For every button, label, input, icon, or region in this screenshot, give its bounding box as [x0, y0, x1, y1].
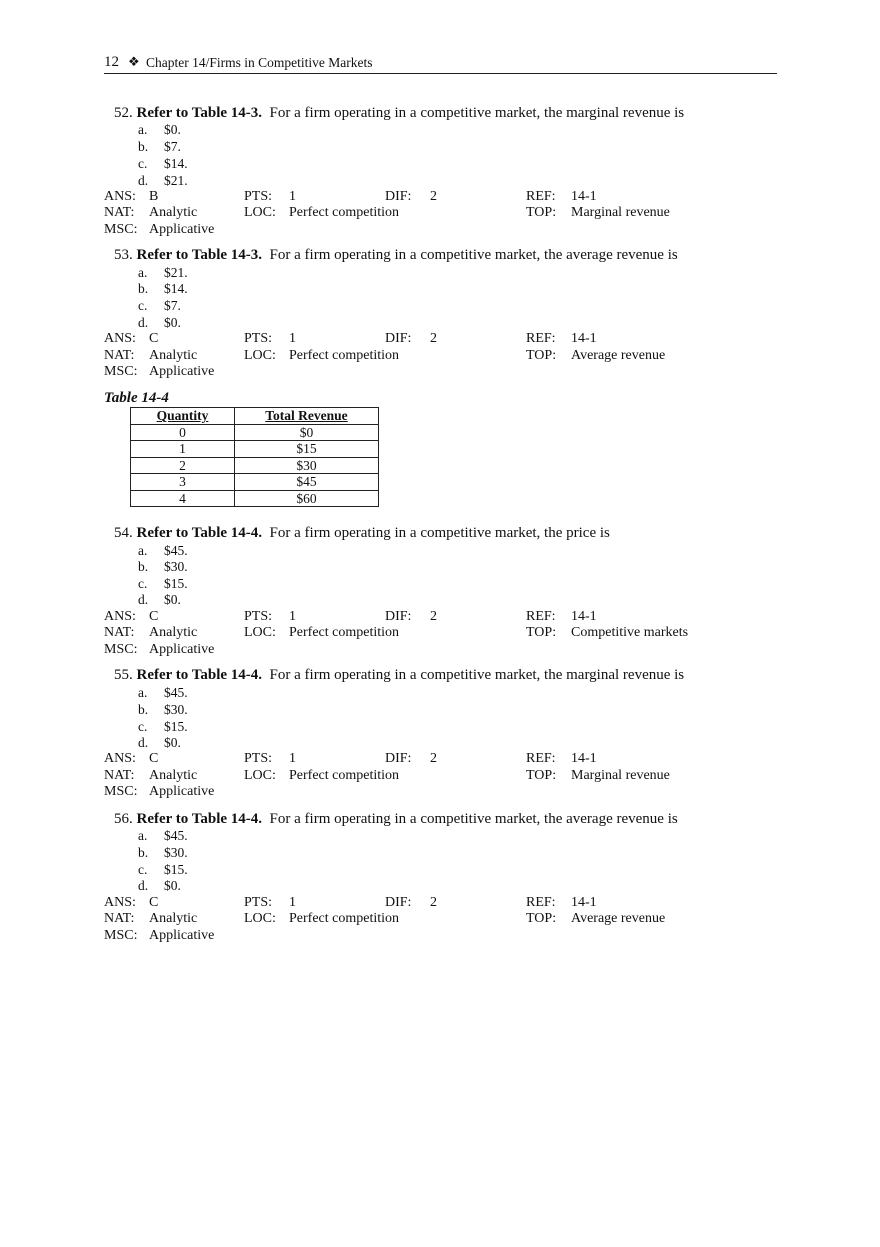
ref-value: 14-1 — [571, 895, 597, 910]
nat-label: NAT: — [104, 911, 135, 926]
question-table-ref: Refer to Table 14-4. — [136, 667, 263, 683]
answer-option — [138, 298, 181, 314]
option-letter: c. — [138, 156, 148, 171]
option-letter: c. — [138, 719, 148, 734]
loc-value: Perfect competition — [289, 768, 400, 783]
nat-label: NAT: — [104, 348, 135, 363]
quantity-cell: 2 — [131, 457, 235, 474]
ans-label: ANS: — [104, 895, 136, 910]
option-letter: a. — [138, 265, 148, 280]
table-row — [131, 457, 379, 474]
msc-label: MSC: — [104, 784, 138, 799]
pts-label: PTS: — [244, 189, 273, 204]
nat-label: NAT: — [104, 768, 135, 783]
ans-value: C — [149, 895, 159, 910]
column-header-quantity: Quantity — [131, 408, 235, 425]
question-text: For a firm operating in a competitive market, the price is — [269, 525, 610, 541]
table-row — [131, 474, 379, 491]
answer-option — [138, 878, 181, 894]
pts-label: PTS: — [244, 751, 273, 766]
msc-label: MSC: — [104, 642, 138, 657]
answer-option — [138, 559, 188, 575]
diamond-separator-icon: ❖ — [128, 54, 140, 69]
question-number: 54. — [114, 525, 133, 541]
total-revenue-cell: $15 — [235, 441, 379, 458]
question-stem — [114, 247, 678, 264]
msc-label: MSC: — [104, 364, 138, 379]
ans-label: ANS: — [104, 331, 136, 346]
msc-value: Applicative — [149, 928, 215, 943]
question-text: For a firm operating in a competitive market, the marginal revenue is — [269, 105, 685, 121]
dif-label: DIF: — [385, 609, 412, 624]
answer-option — [138, 173, 188, 189]
option-letter: b. — [138, 702, 149, 717]
total-revenue-cell: $30 — [235, 457, 379, 474]
pts-value: 1 — [289, 331, 296, 346]
option-text: $45. — [164, 685, 188, 700]
pts-label: PTS: — [244, 895, 273, 910]
option-text: $0. — [164, 878, 181, 893]
question-table-ref: Refer to Table 14-3. — [136, 105, 263, 121]
answer-option — [138, 139, 181, 155]
option-text: $0. — [164, 592, 181, 607]
answer-option — [138, 576, 188, 592]
nat-value: Analytic — [149, 625, 198, 640]
question-table-ref: Refer to Table 14-3. — [136, 247, 263, 263]
loc-label: LOC: — [244, 911, 276, 926]
option-letter: a. — [138, 543, 148, 558]
question-stem — [114, 667, 684, 684]
top-value: Competitive markets — [571, 625, 689, 640]
answer-option — [138, 281, 188, 297]
pts-label: PTS: — [244, 609, 273, 624]
question-number: 52. — [114, 105, 133, 121]
answer-option — [138, 845, 188, 861]
option-text: $7. — [164, 298, 181, 313]
total-revenue-table — [130, 407, 379, 507]
option-letter: d. — [138, 735, 149, 750]
question-text: For a firm operating in a competitive market, the average revenue is — [269, 247, 678, 263]
ref-value: 14-1 — [571, 751, 597, 766]
column-header-total-revenue: Total Revenue — [235, 408, 379, 425]
chapter-title: Chapter 14/Firms in Competitive Markets — [146, 55, 373, 70]
dif-label: DIF: — [385, 189, 412, 204]
question-text: For a firm operating in a competitive market, the average revenue is — [269, 811, 678, 827]
dif-value: 2 — [430, 751, 437, 766]
ref-value: 14-1 — [571, 189, 597, 204]
ref-label: REF: — [526, 609, 556, 624]
ref-label: REF: — [526, 895, 556, 910]
ans-value: C — [149, 609, 159, 624]
answer-option — [138, 315, 181, 331]
option-text: $30. — [164, 845, 188, 860]
ref-value: 14-1 — [571, 609, 597, 624]
question-table-ref: Refer to Table 14-4. — [136, 811, 263, 827]
pts-value: 1 — [289, 895, 296, 910]
page-number: 12 — [104, 54, 119, 70]
answer-option — [138, 735, 181, 751]
loc-value: Perfect competition — [289, 625, 400, 640]
question-stem — [114, 525, 610, 542]
option-text: $45. — [164, 828, 188, 843]
ans-value: C — [149, 331, 159, 346]
dif-value: 2 — [430, 609, 437, 624]
question-text: For a firm operating in a competitive market, the marginal revenue is — [269, 667, 685, 683]
option-letter: d. — [138, 315, 149, 330]
dif-value: 2 — [430, 895, 437, 910]
loc-label: LOC: — [244, 348, 276, 363]
nat-label: NAT: — [104, 205, 135, 220]
msc-label: MSC: — [104, 928, 138, 943]
ans-label: ANS: — [104, 751, 136, 766]
option-letter: c. — [138, 298, 148, 313]
pts-value: 1 — [289, 751, 296, 766]
table-row — [131, 424, 379, 441]
top-value: Average revenue — [571, 911, 666, 926]
loc-label: LOC: — [244, 205, 276, 220]
top-label: TOP: — [526, 911, 557, 926]
option-letter: b. — [138, 559, 149, 574]
top-value: Average revenue — [571, 348, 666, 363]
answer-option — [138, 156, 188, 172]
loc-value: Perfect competition — [289, 205, 400, 220]
total-revenue-cell: $60 — [235, 490, 379, 507]
page-header — [104, 53, 777, 74]
option-text: $21. — [164, 173, 188, 188]
question-number: 53. — [114, 247, 133, 263]
option-letter: d. — [138, 592, 149, 607]
option-letter: d. — [138, 173, 149, 188]
dif-value: 2 — [430, 331, 437, 346]
question-stem — [114, 105, 684, 122]
ref-value: 14-1 — [571, 331, 597, 346]
pts-value: 1 — [289, 609, 296, 624]
ref-label: REF: — [526, 331, 556, 346]
answer-option — [138, 592, 181, 608]
pts-label: PTS: — [244, 331, 273, 346]
quantity-cell: 3 — [131, 474, 235, 491]
option-text: $0. — [164, 122, 181, 137]
option-letter: c. — [138, 862, 148, 877]
option-text: $45. — [164, 543, 188, 558]
top-value: Marginal revenue — [571, 205, 670, 220]
option-text: $30. — [164, 559, 188, 574]
top-value: Marginal revenue — [571, 768, 670, 783]
loc-value: Perfect competition — [289, 911, 400, 926]
table-row — [131, 441, 379, 458]
total-revenue-cell: $0 — [235, 424, 379, 441]
option-letter: d. — [138, 878, 149, 893]
option-letter: c. — [138, 576, 148, 591]
option-letter: a. — [138, 685, 148, 700]
ans-label: ANS: — [104, 189, 136, 204]
msc-label: MSC: — [104, 222, 138, 237]
msc-value: Applicative — [149, 364, 215, 379]
nat-value: Analytic — [149, 768, 198, 783]
dif-label: DIF: — [385, 331, 412, 346]
option-text: $7. — [164, 139, 181, 154]
msc-value: Applicative — [149, 642, 215, 657]
top-label: TOP: — [526, 205, 557, 220]
option-text: $0. — [164, 315, 181, 330]
option-text: $21. — [164, 265, 188, 280]
nat-value: Analytic — [149, 205, 198, 220]
option-text: $0. — [164, 735, 181, 750]
ref-label: REF: — [526, 751, 556, 766]
option-text: $15. — [164, 862, 188, 877]
loc-label: LOC: — [244, 625, 276, 640]
loc-label: LOC: — [244, 768, 276, 783]
dif-value: 2 — [430, 189, 437, 204]
msc-value: Applicative — [149, 222, 215, 237]
quantity-cell: 4 — [131, 490, 235, 507]
loc-value: Perfect competition — [289, 348, 400, 363]
question-stem — [114, 811, 678, 828]
option-text: $30. — [164, 702, 188, 717]
table-row — [131, 490, 379, 507]
nat-value: Analytic — [149, 348, 198, 363]
option-text: $14. — [164, 281, 188, 296]
ans-value: B — [149, 189, 159, 204]
answer-option — [138, 685, 188, 701]
question-number: 55. — [114, 667, 133, 683]
top-label: TOP: — [526, 768, 557, 783]
option-letter: b. — [138, 845, 149, 860]
question-table-ref: Refer to Table 14-4. — [136, 525, 263, 541]
answer-option — [138, 702, 188, 718]
answer-option — [138, 719, 188, 735]
option-text: $15. — [164, 719, 188, 734]
table-header-row — [131, 408, 379, 425]
nat-label: NAT: — [104, 625, 135, 640]
nat-value: Analytic — [149, 911, 198, 926]
ans-label: ANS: — [104, 609, 136, 624]
total-revenue-cell: $45 — [235, 474, 379, 491]
answer-option — [138, 122, 181, 138]
answer-option — [138, 543, 188, 559]
dif-label: DIF: — [385, 751, 412, 766]
msc-value: Applicative — [149, 784, 215, 799]
question-number: 56. — [114, 811, 133, 827]
quantity-cell: 1 — [131, 441, 235, 458]
option-letter: b. — [138, 139, 149, 154]
ref-label: REF: — [526, 189, 556, 204]
top-label: TOP: — [526, 625, 557, 640]
option-text: $14. — [164, 156, 188, 171]
table-title: Table 14-4 — [104, 390, 169, 406]
option-text: $15. — [164, 576, 188, 591]
option-letter: a. — [138, 122, 148, 137]
quantity-cell: 0 — [131, 424, 235, 441]
option-letter: a. — [138, 828, 148, 843]
answer-option — [138, 265, 188, 281]
option-letter: b. — [138, 281, 149, 296]
ans-value: C — [149, 751, 159, 766]
answer-option — [138, 862, 188, 878]
pts-value: 1 — [289, 189, 296, 204]
answer-option — [138, 828, 188, 844]
top-label: TOP: — [526, 348, 557, 363]
dif-label: DIF: — [385, 895, 412, 910]
